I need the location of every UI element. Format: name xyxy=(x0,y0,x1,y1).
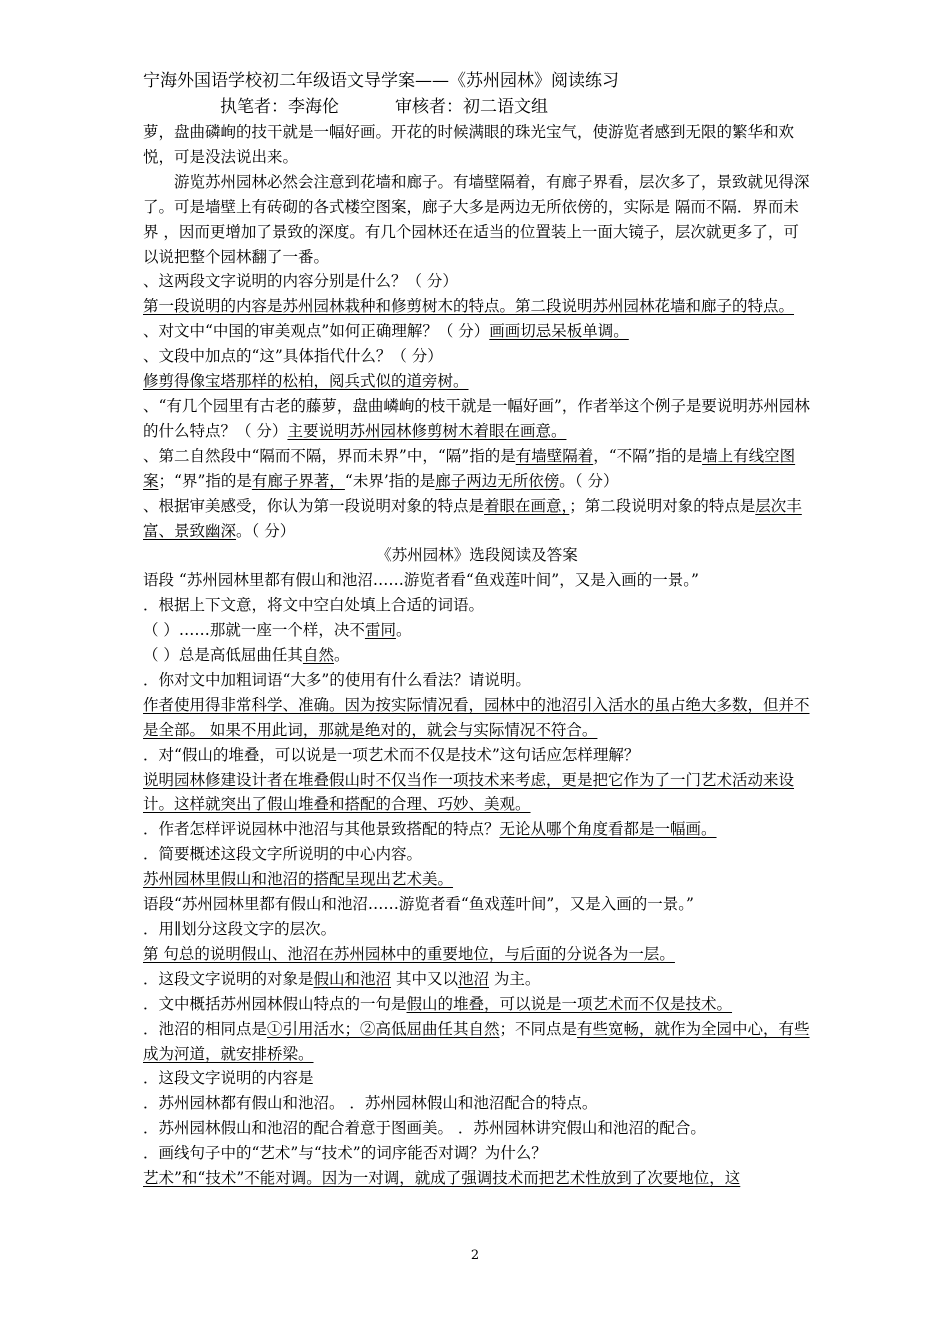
answer-object-1: 假山和池沼 xyxy=(313,969,392,988)
blank-1: （ ）……那就一座一个样，决不雷同。 xyxy=(143,621,412,640)
author-line xyxy=(143,94,823,120)
answer-object-2: 池沼 xyxy=(457,969,489,988)
question-5: 、第二自然段中“隔而不隔，界而未界”中，“隔”指的是有墙壁隔着，“不隔”指的是墙上有线空图案；“界”指的是有廊子界著，“未界’指的是廊子两边无所依傍。（ 分） xyxy=(143,446,796,490)
question-4: 、“有几个园里有古老的藤萝，盘曲嶙峋的枝干就是一幅好画”，作者举这个例子是要说明苏州园林的什么特点？（ 分）主要说明苏州园林修剪树木着眼在画意。 xyxy=(143,396,810,440)
answer-layers: 第 句总的说明假山、池沼在苏州园林中的重要地位，与后面的分说各为一层。 xyxy=(143,944,675,963)
answer-3: 修剪得像宝塔那样的松柏，阅兵式似的道旁树。 xyxy=(143,372,469,391)
reviewer: 审核者：初二语文组 xyxy=(395,97,548,117)
passage-intro: 语段 “苏州园林里都有假山和池沼……游览者看“鱼戏莲叶间”，又是入画的一景。” xyxy=(143,571,699,590)
question-pond: ．作者怎样评说园林中池沼与其他景致搭配的特点？无论从哪个角度看都是一幅画。 xyxy=(143,820,717,839)
document-title: 宁海外国语学校初二年级语文导学案——《苏州园林》阅读练习 xyxy=(143,71,619,91)
question-pond-compare: ．池沼的相同点是①引用活水；②高低屈曲任其自然；不同点是有些宽畅，就作为全园中心，有些成为河道，就安排桥梁。 xyxy=(143,1019,810,1063)
answer-art: 说明园林修建设计者在堆叠假山时不仅当作一项技术来考虑，更是把它作为了一门艺术活动来设计。这样就突出了假山堆叠和搭配的合理、巧妙、美观。 xyxy=(143,770,795,814)
question-hill-feature: ．文中概括苏州园林假山特点的一句是假山的堆叠，可以说是一项艺术而不仅是技术。 xyxy=(143,994,733,1013)
answer-hill-feature: 假山的堆叠，可以说是一项艺术而不仅是技术。 xyxy=(406,994,733,1013)
question-2: 、对文中“中国的审美观点”如何正确理解？（ 分）画画切忌呆板单调。 xyxy=(143,322,629,341)
answer-word-order: 艺术”和“技术”不能对调。因为一对调，就成了强调技术而把艺术性放到了次要地位，这 xyxy=(143,1169,741,1188)
answer-5c: 有廊子界著， xyxy=(251,471,345,490)
answer-6a: 着眼在画意， xyxy=(484,496,570,515)
answer-5b: 墙上有线空图案 xyxy=(143,446,796,490)
question-1: 、这两段文字说明的内容分别是什么？（ 分） xyxy=(143,272,458,291)
question-art: ．对“假山的堆叠，可以说是一项艺术而不仅是技术”这句话应怎样理解？ xyxy=(143,745,640,764)
answer-5a: 有墙壁隔着 xyxy=(515,446,594,465)
question-object: ．这段文字说明的对象是假山和池沼 其中又以池沼 为主。 xyxy=(143,969,541,988)
blank-1-answer: 雷同 xyxy=(364,621,396,640)
question-dage: ．你对文中加粗词语“大多”的使用有什么看法？请说明。 xyxy=(143,670,531,689)
author: 执笔者：李海伦 xyxy=(220,97,339,117)
document-body xyxy=(143,120,811,1191)
option-row-1: ．苏州园林都有假山和池沼。 ．苏州园林假山和池沼配合的特点。 xyxy=(143,1094,598,1113)
page-number: 2 xyxy=(470,1248,480,1263)
question-word-order: ．画线句子中的“艺术”与“技术”的词序能否对调？为什么？ xyxy=(143,1144,547,1163)
page-header xyxy=(143,68,823,120)
answer-pond: 无论从哪个角度看都是一幅画。 xyxy=(499,820,717,839)
answer-pond-same: ①引用活水；②高低屈曲任其自然 xyxy=(267,1019,500,1038)
blank-2-answer: 自然 xyxy=(302,646,334,665)
answer-pond-diff: 有些宽畅，就作为全园中心，有些成为河道，就安排桥梁。 xyxy=(143,1019,810,1063)
answer-2: 画画切忌呆板单调。 xyxy=(489,322,629,341)
answer-dage: 作者使用得非常科学、准确。因为按实际情况看，园林中的池沼引入活水的虽占绝大多数，但并不是全部。 如果不用此词，那就是绝对的，就会与实际情况不符合。 xyxy=(143,695,810,739)
question-content: ．这段文字说明的内容是 xyxy=(143,1069,314,1088)
section-title: 《苏州园林》选段阅读及答案 xyxy=(376,546,578,565)
answer-1: 第一段说明的内容是苏州园林栽种和修剪树木的特点。第二段说明苏州园林花墙和廊子的特点。 xyxy=(143,297,795,316)
question-3: 、文段中加点的“这”具体指代什么？（ 分） xyxy=(143,347,443,366)
answer-5d: 廊子两边无所依傍 xyxy=(435,471,560,490)
blank-2: （ ）总是高低屈曲任其自然。 xyxy=(143,646,350,665)
passage-intro-2: 语段“苏州园林里都有假山和池沼……游览者看“鱼戏莲叶间”，又是入画的一景。” xyxy=(143,895,694,914)
question-layers: ．用∥划分这段文字的层次。 xyxy=(143,920,337,938)
option-row-2: ．苏州园林假山和池沼的配合着意于图画美。 ．苏州园林讲究假山和池沼的配合。 xyxy=(143,1119,706,1138)
question-summary: ．简要概述这段文字所说明的中心内容。 xyxy=(143,845,423,864)
answer-summary: 苏州园林里假山和池沼的搭配呈现出艺术美。 xyxy=(143,870,454,889)
question-fill-blank: ．根据上下文意，将文中空白处填上合适的词语。 xyxy=(143,596,485,615)
answer-6b: 层次丰富、景致幽深 xyxy=(143,496,802,540)
paragraph-garden-walls: 游览苏州园林必然会注意到花墙和廊子。有墙壁隔着，有廊子界看，层次多了，景致就见得深了。可是墙壁上有砖砌的各式楼空图案，廊子大多是两边无所依傍的，实际是 隔而不隔．界而未界 ，因而更增加了景致的深度。有几个园林还在适当的位置装上一面大镜子，层次就更多了，可以说把整个园林翻了一番。 xyxy=(143,172,810,266)
question-6: 、根据审美感受，你认为第一段说明对象的特点是着眼在画意，；第二段说明对象的特点是层次丰富、景致幽深。（ 分） xyxy=(143,496,802,540)
answer-4: 主要说明苏州园林修剪树木着眼在画意。 xyxy=(287,421,567,440)
paragraph-continued: 萝，盘曲磷峋的技干就是一幅好画。开花的时候满眼的珠光宝气，使游览者感到无限的繁华和欢悦，可是没法说出来。 xyxy=(143,123,795,166)
